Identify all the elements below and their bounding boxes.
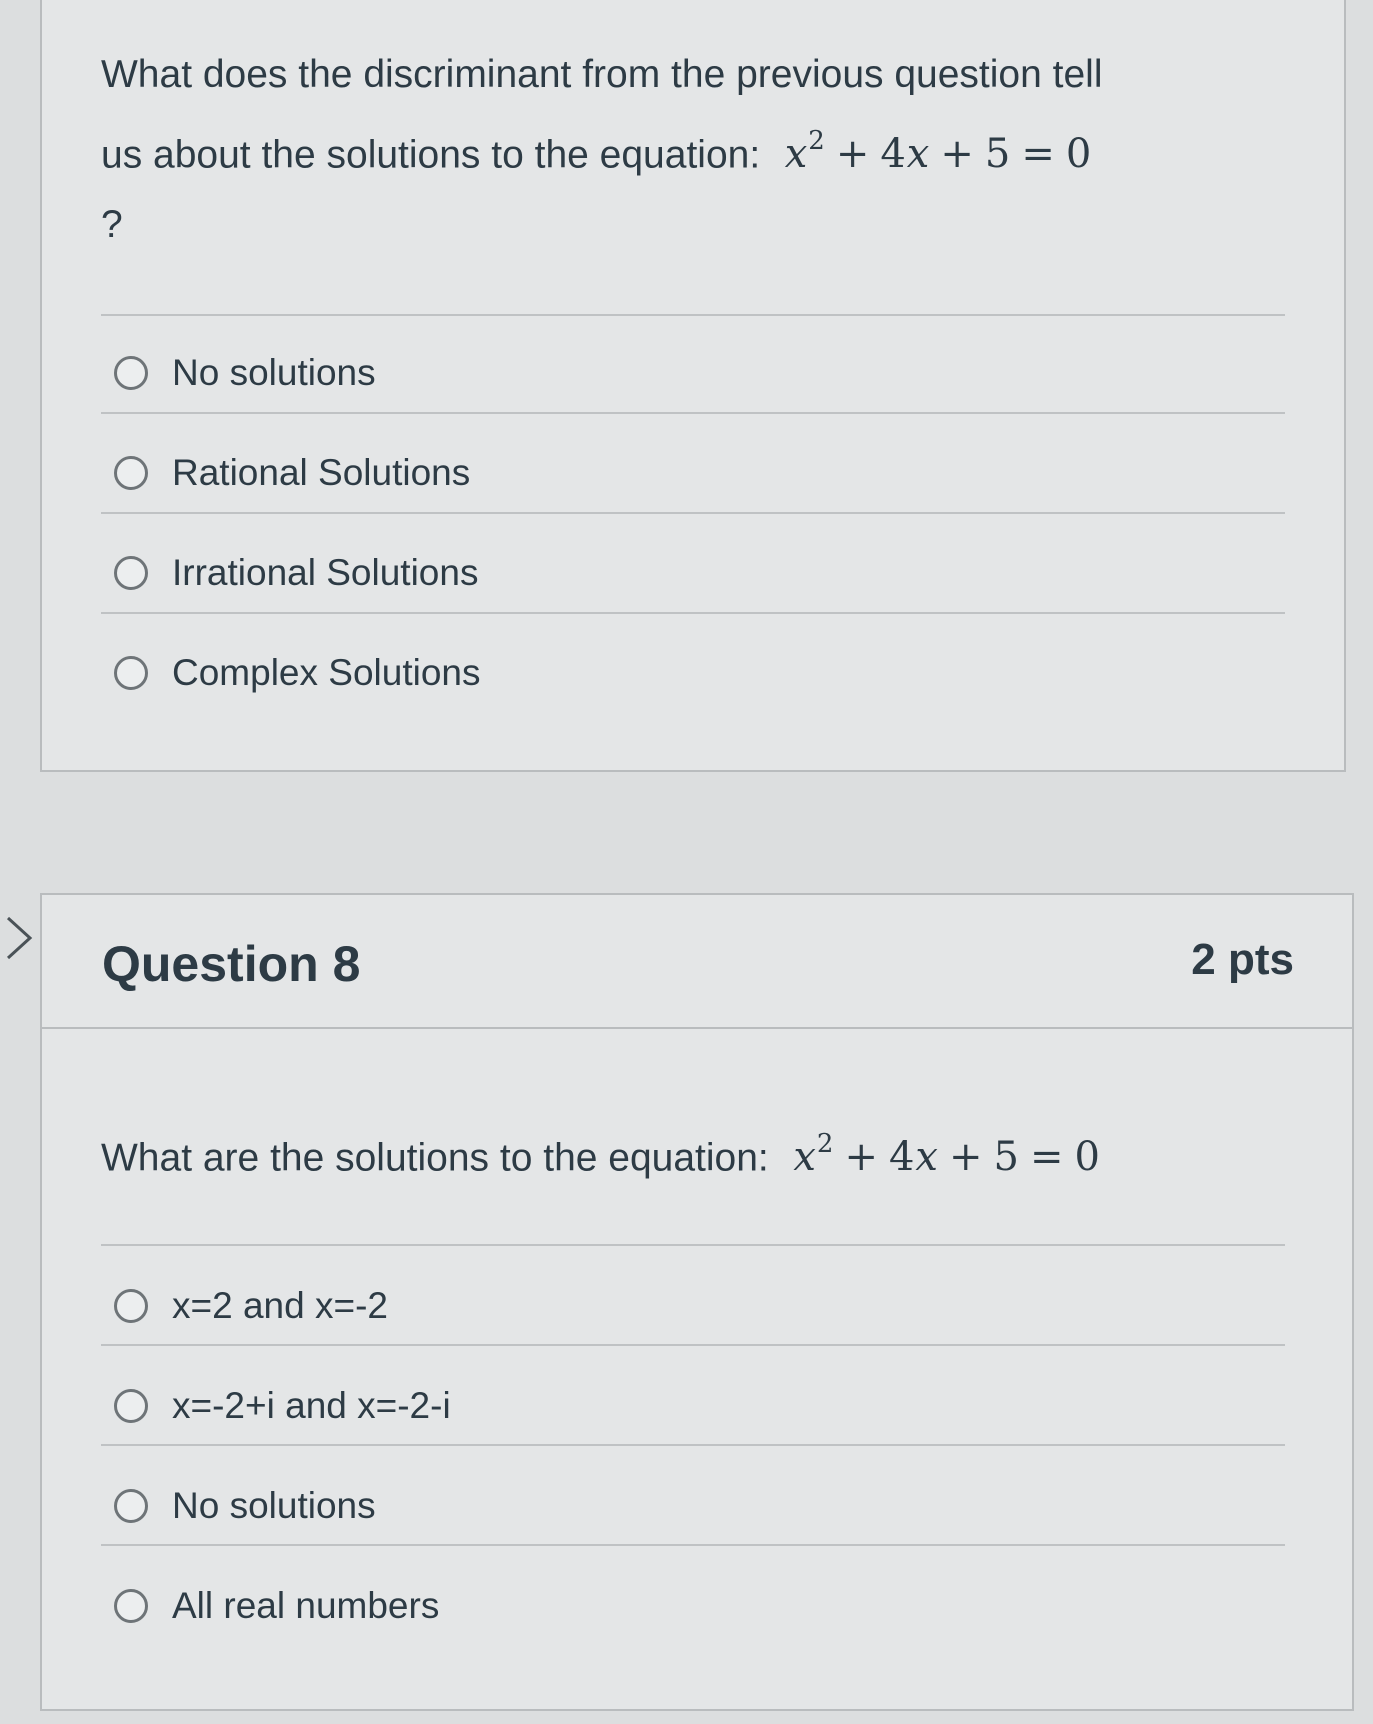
answer-option[interactable] bbox=[114, 643, 480, 703]
answer-label: Rational Solutions bbox=[172, 452, 471, 493]
radio-button-icon[interactable] bbox=[114, 1389, 148, 1423]
radio-button-icon[interactable] bbox=[114, 1489, 148, 1523]
question-title: Question 8 bbox=[102, 936, 361, 992]
divider bbox=[101, 412, 1285, 414]
question-text-line: What are the solutions to the equation: bbox=[101, 1136, 769, 1180]
divider bbox=[101, 1444, 1285, 1446]
question-header bbox=[42, 895, 1352, 1029]
divider bbox=[101, 612, 1285, 614]
answer-label: Irrational Solutions bbox=[172, 552, 479, 593]
radio-button-icon[interactable] bbox=[114, 356, 148, 390]
divider bbox=[101, 314, 1285, 316]
chevron-right-icon[interactable] bbox=[2, 914, 36, 962]
radio-button-icon[interactable] bbox=[114, 556, 148, 590]
question-text-line2: us about the solutions to the equation: bbox=[101, 133, 761, 177]
divider bbox=[101, 512, 1285, 514]
answer-label: Complex Solutions bbox=[172, 652, 481, 693]
answer-option[interactable] bbox=[114, 543, 478, 603]
radio-button-icon[interactable] bbox=[114, 1589, 148, 1623]
answer-label: No solutions bbox=[172, 352, 376, 393]
divider bbox=[101, 1544, 1285, 1546]
answer-label: x=2 and x=-2 bbox=[172, 1285, 388, 1326]
question-text-line3: ? bbox=[101, 203, 123, 247]
answer-option[interactable] bbox=[114, 1576, 439, 1636]
question-points: 2 pts bbox=[1191, 935, 1294, 984]
radio-button-icon[interactable] bbox=[114, 656, 148, 690]
answer-label: x=-2+i and x=-2-i bbox=[172, 1385, 451, 1426]
answer-option[interactable] bbox=[114, 343, 376, 403]
divider bbox=[101, 1344, 1285, 1346]
question-text-line1: What does the discriminant from the previous question tell bbox=[101, 53, 1103, 96]
answer-option[interactable] bbox=[114, 1376, 451, 1436]
radio-button-icon[interactable] bbox=[114, 456, 148, 490]
answer-label: All real numbers bbox=[172, 1585, 440, 1626]
answer-option[interactable] bbox=[114, 1476, 376, 1536]
answer-option[interactable] bbox=[114, 443, 470, 503]
divider bbox=[101, 1244, 1285, 1246]
equation: $x^2 + 4x + 5 = 0$ bbox=[784, 126, 1093, 178]
question-card-8 bbox=[40, 893, 1354, 1711]
answer-option[interactable] bbox=[114, 1276, 388, 1336]
answer-label: No solutions bbox=[172, 1485, 376, 1526]
equation: $x^2 + 4x + 5 = 0$ bbox=[793, 1129, 1101, 1181]
question-card-previous bbox=[40, 0, 1346, 772]
radio-button-icon[interactable] bbox=[114, 1289, 148, 1323]
question-text bbox=[101, 1113, 1101, 1193]
question-text bbox=[101, 40, 1103, 260]
